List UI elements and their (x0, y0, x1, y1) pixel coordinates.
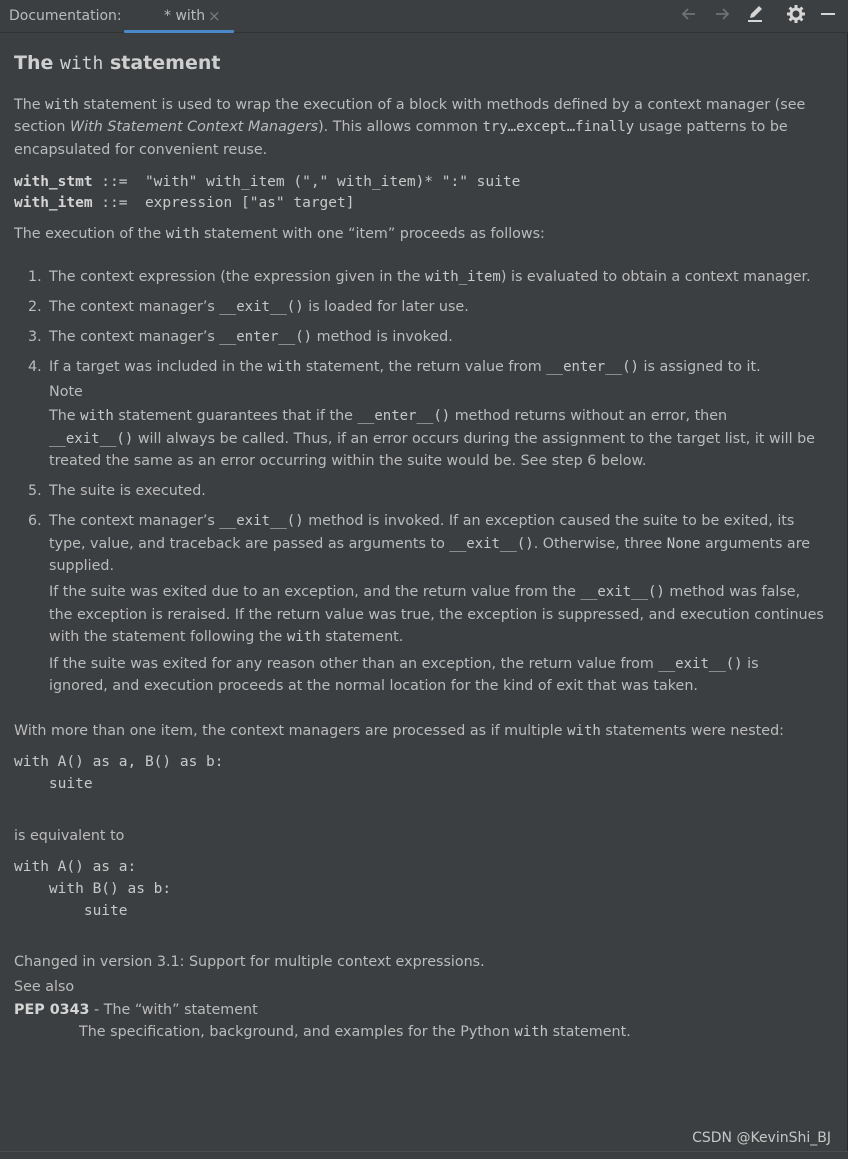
step-2: The context manager’s __exit__() is loaded for later use. (49, 299, 469, 315)
intro-paragraph-line1: The with statement is used to wrap the execution of a block with methods defined by a context manager (see (14, 97, 806, 113)
see-also-label: See also (14, 979, 75, 995)
note-line3: treated the same as an error occurring within the suite would be. See step 6 below. (49, 453, 647, 469)
link-with-statement-context-managers[interactable]: With Statement Context Managers (70, 119, 319, 135)
step-5: The suite is executed. (49, 483, 206, 499)
step-6: The context manager’s __exit__() method is invoked. If an exception caused the suite to be exited, its (49, 513, 795, 529)
step-6-para2-line2: the exception is reraised. If the return value was true, the exception is suppressed, and execution continues (49, 607, 824, 623)
step-number: 3. (28, 329, 42, 345)
watermark: CSDN @KevinShi_BJ (692, 1130, 831, 1146)
step-3: The context manager’s __enter__() method is invoked. (49, 329, 453, 345)
pep-description: The specification, background, and examples for the Python with statement. (79, 1024, 631, 1040)
step-6-line3: supplied. (49, 558, 115, 574)
tab-label: * with (164, 8, 206, 24)
close-icon[interactable]: × (208, 7, 221, 25)
doc-title: The with statement (14, 52, 221, 74)
step-6-para3-line1: If the suite was exited for any reason other than an exception, the return value from __exit__() is (49, 656, 759, 672)
pep-line: PEP 0343 - The “with” statement (14, 1002, 258, 1018)
changed-note: Changed in version 3.1: Support for multiple context expressions. (14, 954, 485, 970)
note-line2: __exit__() will always be called. Thus, if an error occurs during the assignment to the target list, it will be (49, 431, 815, 447)
popup-titlebar (0, 0, 848, 33)
tab-with[interactable] (124, 0, 234, 33)
bottom-edge (0, 1151, 848, 1159)
step-number: 5. (28, 483, 42, 499)
code-example-1: with A() as a, B() as b: suite (14, 754, 224, 792)
note-line1: The with statement guarantees that if the __enter__() method returns without an error, then (49, 408, 728, 424)
grammar-block: with_stmt ::= "with" with_item ("," with_item)* ":" suite with_item ::= expression ["as" target] (14, 174, 521, 211)
code-example-2: with A() as a: with B() as b: suite (14, 859, 172, 919)
step-6-line2: type, value, and traceback are passed as arguments to __exit__(). Otherwise, three None arguments are (49, 536, 811, 552)
tab-active-indicator (124, 30, 234, 33)
step-number: 6. (28, 513, 42, 529)
gear-icon[interactable] (784, 4, 808, 28)
intro-paragraph-line2: section With Statement Context Managers). This allows common try…except…finally usage patterns to be (14, 119, 788, 135)
step-6-para2-line1: If the suite was exited due to an exception, and the return value from the __exit__() method was false, (49, 584, 801, 600)
step-4: If a target was included in the with statement, the return value from __enter__() is assigned to it. (49, 359, 761, 375)
intro-paragraph-line3: encapsulated for convenient reuse. (14, 142, 268, 158)
execution-intro: The execution of the with statement with one “item” proceeds as follows: (14, 226, 545, 242)
step-number: 4. (28, 359, 42, 375)
pep-link[interactable]: PEP 0343 (14, 1002, 90, 1018)
multi-items-paragraph: With more than one item, the context managers are processed as if multiple with statements were nested: (14, 723, 784, 739)
step-number: 1. (28, 269, 42, 285)
minimize-icon[interactable] (816, 4, 840, 28)
arrow-right-icon[interactable] (710, 4, 734, 28)
documentation-label: Documentation: (9, 8, 122, 24)
step-number: 2. (28, 299, 42, 315)
step-1: The context expression (the expression given in the with_item) is evaluated to obtain a context manager. (49, 269, 811, 285)
note-label: Note (49, 384, 83, 400)
arrow-left-icon[interactable] (677, 4, 701, 28)
equivalent-text: is equivalent to (14, 828, 125, 844)
step-6-para2-line3: with the statement following the with statement. (49, 629, 404, 645)
edit-pencil-icon[interactable] (743, 4, 767, 28)
step-6-para3-line2: ignored, and execution proceeds at the normal location for the kind of exit that was taken. (49, 678, 698, 694)
